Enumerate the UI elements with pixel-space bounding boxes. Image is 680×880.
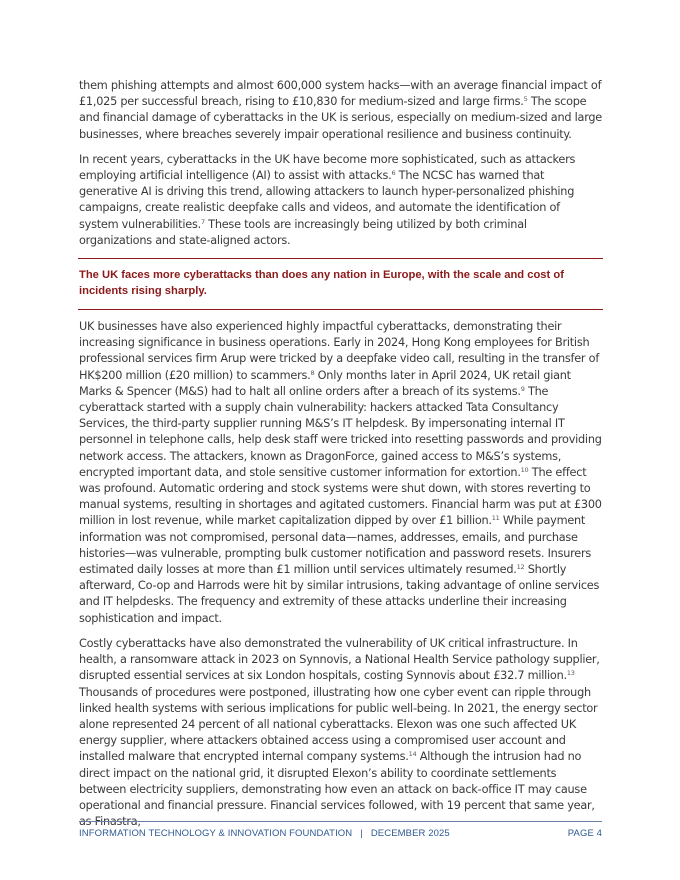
- footnote-ref[interactable]: 8: [310, 368, 315, 377]
- footer-separator: |: [360, 828, 363, 839]
- paragraph: [79, 636, 602, 830]
- paragraph-text: These tools are increasingly being utilized by both criminal organizations and state-aligned actors.: [79, 217, 527, 247]
- footer-left: [79, 828, 450, 839]
- footnote-ref[interactable]: 5: [523, 95, 528, 104]
- footnote-ref[interactable]: 9: [520, 384, 525, 393]
- footnote-ref[interactable]: 10: [520, 465, 529, 474]
- footnote-ref[interactable]: 6: [391, 169, 396, 178]
- pull-quote-text: The UK faces more cyberattacks than does any nation in Europe, with the scale and cost of incidents rising sharply.: [79, 269, 564, 297]
- paragraph-text: The NCSC has warned that generative AI is driving this trend, allowing attackers to launch hyper-personalized phishing campaigns, create realistic deepfake calls and videos, and automate the identification of system vulnerabilities.: [79, 169, 575, 231]
- footnote-ref[interactable]: 11: [491, 514, 500, 523]
- paragraph-text: them phishing attempts and almost 600,000 system hacks—with an average financial impact of £1,025 per successful breach, rising to £10,830 for medium-sized and large firms.: [79, 79, 602, 109]
- paragraph-text: The effect was profound. Automatic ordering and stock systems were shut down, with stores reverting to manual systems, resulting in shortages and agitated customers. Financial harm was put at £300 million in lost revenue, while market capitalization dipped by over £1 billion.: [79, 465, 602, 528]
- pull-quote: [78, 258, 603, 310]
- paragraph: [79, 78, 602, 143]
- footnote-ref[interactable]: 12: [516, 563, 525, 572]
- body-section-1: [79, 78, 602, 249]
- paragraph-text: Costly cyberattacks have also demonstrated the vulnerability of UK critical infrastructure. In health, a ransomware attack in 2023 on Synnovis, a National Health Service pathology supplier, disrupted essential services at six London hospitals, costing Synnovis about £32.7 million.: [79, 636, 600, 683]
- footnote-ref[interactable]: 13: [566, 669, 575, 678]
- paragraph-text: While payment information was not compromised, personal data—names, addresses, emails, and purchase histories—was vulnerable, prompting bulk customer notification and password resets. Insurers estimated daily losses at more than £1 million until services ultimately resumed.: [79, 514, 591, 577]
- paragraph-text: In recent years, cyberattacks in the UK have become more sophisticated, such as attackers employing artificial intelligence (AI) to assist with attacks.: [79, 152, 576, 183]
- footer-date: DECEMBER 2025: [370, 828, 450, 839]
- paragraph-text: Only months later in April 2024, UK retail giant Marks & Spencer (M&S) had to halt all online orders after a breach of its systems.: [79, 368, 571, 398]
- paragraph-text: Shortly afterward, Co-op and Harrods were hit by similar intrusions, taking advantage of online services and IT helpdesks. The frequency and extremity of these attacks underline their increasing sophistication and impact.: [79, 563, 600, 625]
- paragraph: [79, 319, 602, 627]
- paragraph: [79, 152, 602, 249]
- footnote-ref[interactable]: 7: [200, 217, 205, 226]
- footnote-ref[interactable]: 14: [408, 750, 417, 759]
- paragraph-text: The cyberattack started with a supply chain vulnerability: hackers attacked Tata Consultancy Services, the third-party supplier running M&S’s IT helpdesk. By impersonating internal IT personnel in telephone calls, help desk staff were tricked into resetting passwords and providing network access. The attackers, known as DragonForce, gained access to M&S’s systems, encrypted important data, and stole sensitive customer information for extortion.: [79, 384, 602, 479]
- paragraph-text: Although the intrusion had no direct impact on the national grid, it disrupted Elexon’s ability to coordinate settlements between electricity suppliers, demonstrating how even an attack on back-office IT may cause operational and financial pressure. Financial services followed, with 19 percent that same year, as Finastra,: [79, 750, 595, 829]
- paragraph-text: UK businesses have also experienced highly impactful cyberattacks, demonstrating their increasing significance in business operations. Early in 2024, Hong Kong employees for British professional services firm Arup were tricked by a deepfake video call, resulting in the transfer of HK$200 million (£20 million) to scammers.: [79, 320, 600, 382]
- page-footer: [79, 821, 602, 839]
- document-body: [79, 78, 602, 839]
- footer-org: INFORMATION TECHNOLOGY & INNOVATION FOUNDATION: [79, 828, 353, 839]
- paragraph-text: Thousands of procedures were postponed, illustrating how one cyber event can ripple through linked health systems with serious implications for public well-being. In 2021, the energy sector alone represented 24 percent of all national cyberattacks. Elexon was one such affected UK energy supplier, where attackers obtained access using a compromised user account and installed malware that encrypted internal company systems.: [79, 685, 598, 764]
- paragraph-text: The scope and financial damage of cyberattacks in the UK is serious, especially on medium-sized and large businesses, where breaches severely impair operational resilience and business continuity.: [79, 95, 603, 141]
- page-number: PAGE 4: [567, 828, 602, 839]
- body-section-2: [79, 319, 602, 830]
